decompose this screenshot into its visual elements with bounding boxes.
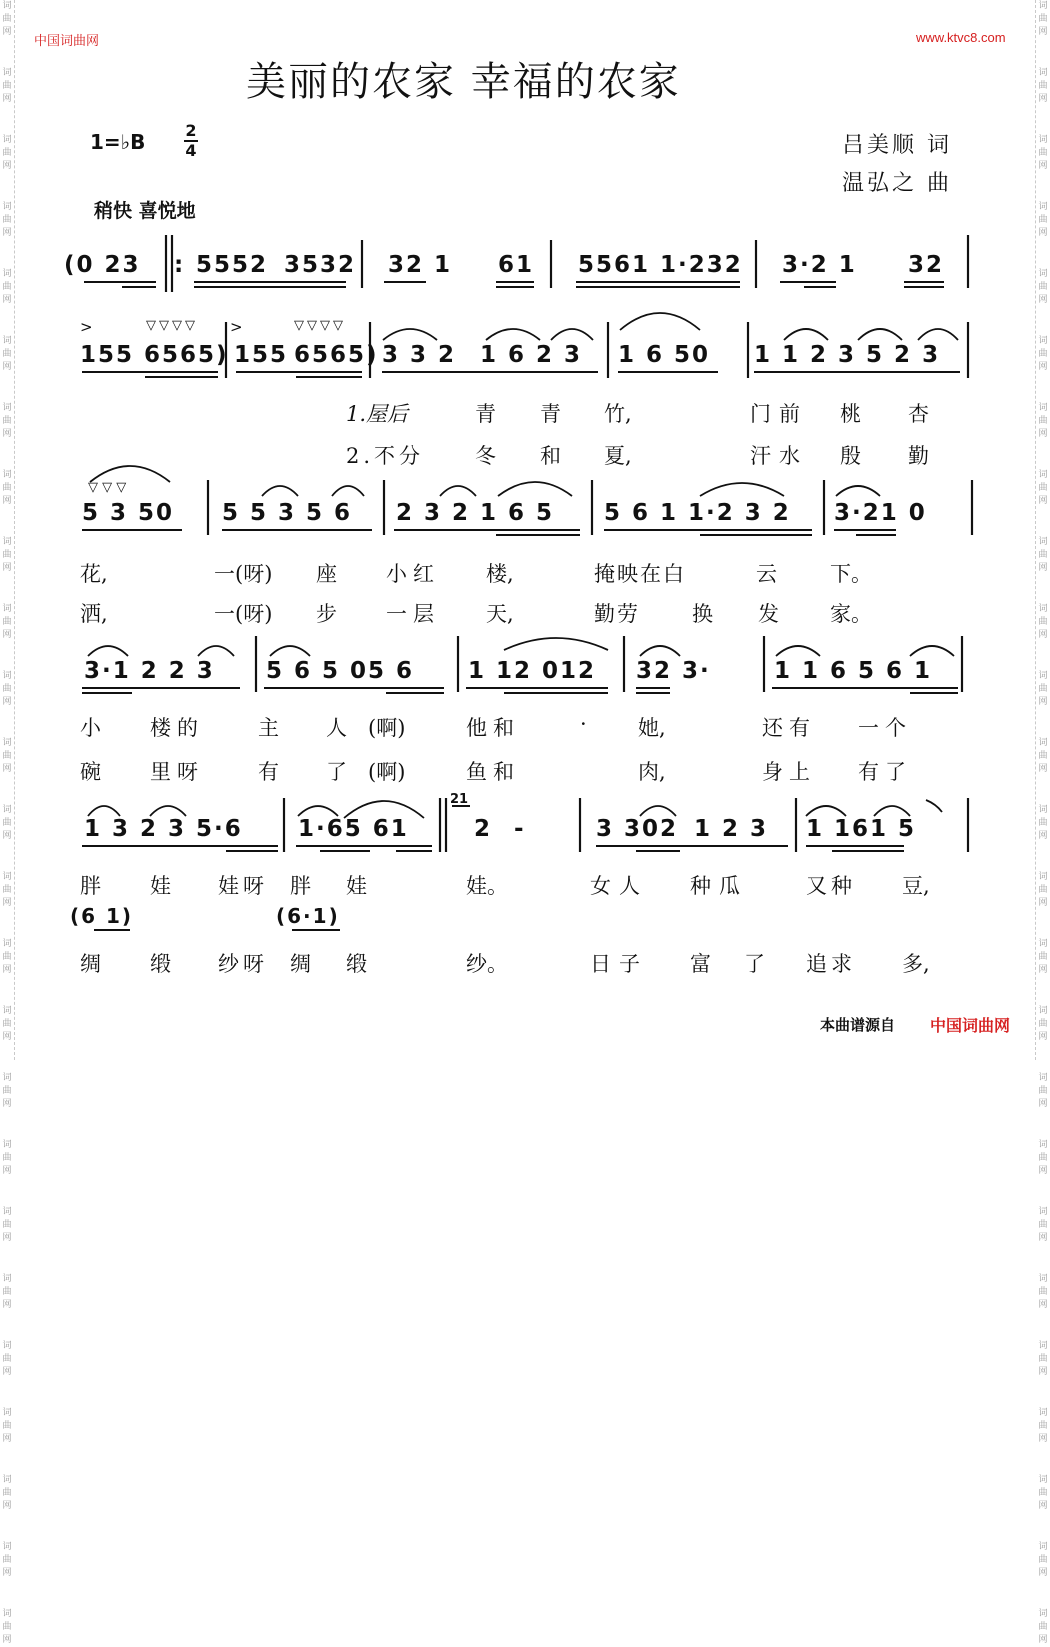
watermark-glyph: 网 — [1038, 496, 1048, 506]
notes-row1-m1a: 5552 — [196, 252, 269, 278]
watermark-glyph: 网 — [1038, 630, 1048, 640]
watermark-glyph: 词 — [1038, 671, 1048, 681]
lyric: 竹, — [604, 402, 632, 426]
watermark-glyph: 词 — [2, 336, 12, 346]
footer-source-text: 本曲谱源自 — [820, 1016, 896, 1034]
watermark-glyph: 网 — [2, 496, 12, 506]
lyric: 纱。 — [466, 952, 508, 976]
notes-row2-d: 6565) — [294, 342, 379, 368]
lyric: 了 — [744, 952, 765, 976]
lyric: (啊) — [368, 760, 406, 784]
lyric: 和 — [540, 444, 561, 468]
lyric: 日子 — [590, 952, 648, 976]
lyric: 青 — [475, 402, 496, 426]
watermark-glyph: 曲 — [1038, 550, 1048, 560]
lyric: 小红 — [386, 562, 440, 586]
lyric: 主 — [258, 716, 279, 740]
lyric: 云 — [756, 562, 777, 586]
watermark-glyph: 网 — [1038, 764, 1048, 774]
notes-row3-c: 2 3 2 1 6 5 — [396, 500, 555, 526]
watermark-glyph: 曲 — [1038, 1220, 1048, 1230]
watermark-glyph: 曲 — [1038, 1019, 1048, 1029]
watermark-glyph: 曲 — [1038, 617, 1048, 627]
watermark-glyph: 词 — [1038, 1, 1048, 11]
watermark-glyph: 曲 — [2, 1622, 12, 1632]
accent-mark: > — [80, 318, 93, 336]
lyric: 勤劳 — [594, 602, 640, 626]
watermark-glyph: 曲 — [2, 148, 12, 158]
notes-row2-g: 1 6 50 — [618, 342, 711, 368]
footer-source-site: 中国词曲网 — [930, 1016, 1011, 1035]
lyric: 花, — [80, 562, 108, 586]
notes-row3-b: 5 5 3 5 6 — [222, 500, 353, 526]
staccato-markers: ▽▽▽▽ — [294, 318, 346, 333]
lyric: 缎 — [150, 952, 171, 976]
watermark-glyph: 词 — [2, 738, 12, 748]
watermark-glyph: 词 — [1038, 604, 1048, 614]
watermark-glyph: 曲 — [1038, 81, 1048, 91]
watermark-glyph: 网 — [1038, 1568, 1048, 1578]
site-url-top-right: www.ktvc8.com — [916, 30, 1006, 45]
watermark-glyph: 网 — [2, 94, 12, 104]
lyric: 了 — [326, 760, 347, 784]
watermark-glyph: 曲 — [2, 751, 12, 761]
watermark-glyph: 词 — [2, 1207, 12, 1217]
lyric: 楼的 — [150, 716, 204, 740]
watermark-glyph: 曲 — [2, 1086, 12, 1096]
watermark-glyph: 词 — [2, 1475, 12, 1485]
lyric: 里呀 — [150, 760, 204, 784]
watermark-glyph: 词 — [2, 1274, 12, 1284]
watermark-glyph: 词 — [1038, 738, 1048, 748]
watermark-glyph: 词 — [1038, 269, 1048, 279]
watermark-glyph: 词 — [1038, 805, 1048, 815]
lyric: 娃。 — [466, 874, 508, 898]
notes-row2-a: 155 — [80, 342, 135, 368]
lyric: 娃 — [346, 874, 367, 898]
lyric: 天, — [486, 602, 514, 626]
watermark-glyph: 词 — [2, 1140, 12, 1150]
watermark-glyph: 网 — [2, 1434, 12, 1444]
lyric: 一层 — [386, 602, 440, 626]
lyric: 汗水 — [750, 444, 808, 468]
watermark-glyph: 曲 — [1038, 1354, 1048, 1364]
watermark-glyph: 词 — [2, 1542, 12, 1552]
watermark-glyph: 曲 — [1038, 1622, 1048, 1632]
watermark-glyph: 曲 — [2, 684, 12, 694]
lyric: 步 — [316, 602, 337, 626]
watermark-glyph: 曲 — [1038, 684, 1048, 694]
lyric: 2.不分 — [346, 444, 425, 468]
time-signature-bottom: 4 — [185, 141, 197, 160]
repeat-dots: : — [174, 252, 186, 278]
lyric: 楼, — [486, 562, 514, 586]
watermark-glyph: 词 — [2, 872, 12, 882]
watermark-glyph: 网 — [2, 697, 12, 707]
lyric: 1.屋后 — [346, 402, 409, 426]
watermark-glyph: 曲 — [2, 215, 12, 225]
lyric: 绸 — [290, 952, 311, 976]
watermark-glyph: 网 — [1038, 1367, 1048, 1377]
song-title: 美丽的农家 幸福的农家 — [246, 59, 681, 105]
watermark-glyph: 网 — [2, 563, 12, 573]
lyric: 鱼和 — [466, 760, 520, 784]
watermark-glyph: 词 — [2, 537, 12, 547]
watermark-glyph: 词 — [2, 604, 12, 614]
watermark-glyph: 网 — [2, 362, 12, 372]
notes-row1-m4a: 3·2 1 — [782, 252, 857, 278]
watermark-glyph: 曲 — [2, 1488, 12, 1498]
lyric: 一(呀) — [214, 562, 273, 586]
watermark-glyph: 网 — [1038, 362, 1048, 372]
notes-row1-m1b: 3532 — [284, 252, 357, 278]
notes-row5-d: 3 302 — [596, 816, 679, 842]
watermark-glyph: 曲 — [2, 1019, 12, 1029]
notes-row1-m2b: 61 — [498, 252, 535, 278]
watermark-glyph: 曲 — [1038, 1488, 1048, 1498]
watermark-glyph: 词 — [1038, 1006, 1048, 1016]
watermark-glyph: 曲 — [2, 1555, 12, 1565]
watermark-glyph: 网 — [2, 1568, 12, 1578]
notes-row5-f: 1 161 5 — [806, 816, 917, 842]
watermark-glyph: 曲 — [2, 1287, 12, 1297]
notes-row1-m4b: 32 — [908, 252, 945, 278]
notes-row5-b: 1·65 61 — [298, 816, 409, 842]
watermark-glyph: 词 — [2, 68, 12, 78]
time-signature-top: 2 — [185, 121, 197, 140]
watermark-glyph: 曲 — [2, 952, 12, 962]
watermark-glyph: 曲 — [1038, 1086, 1048, 1096]
watermark-glyph: 网 — [1038, 563, 1048, 573]
watermark-glyph: 网 — [2, 161, 12, 171]
lyric: 追求 — [806, 952, 856, 976]
watermark-glyph: 曲 — [1038, 483, 1048, 493]
watermark-glyph: 网 — [2, 27, 12, 37]
watermark-glyph: 网 — [2, 1099, 12, 1109]
watermark-glyph: 网 — [2, 1300, 12, 1310]
lyric: 杏 — [908, 402, 929, 426]
lyric: 女人 — [590, 874, 648, 898]
lyric: 豆, — [902, 874, 930, 898]
watermark-glyph: 曲 — [1038, 1555, 1048, 1565]
watermark-glyph: 词 — [1038, 1475, 1048, 1485]
lyric: (啊) — [368, 716, 406, 740]
notes-row2-h: 1 1 2 3 5 2 3 — [754, 342, 941, 368]
watermark-glyph: 曲 — [1038, 416, 1048, 426]
watermark-glyph: 网 — [1038, 1501, 1048, 1511]
lyric: 换 — [692, 602, 713, 626]
lyric: 缎 — [346, 952, 367, 976]
lyric: 身上 — [762, 760, 816, 784]
notes-row4-d: 32 3· — [636, 658, 711, 684]
watermark-glyph: 网 — [2, 831, 12, 841]
watermark-glyph: 词 — [1038, 1609, 1048, 1619]
lyric: 多, — [902, 952, 930, 976]
lyric: 胖 — [290, 874, 311, 898]
lyric: 发 — [758, 602, 779, 626]
notes-row2-e: 3 3 2 — [382, 342, 457, 368]
watermark-glyph: 曲 — [1038, 818, 1048, 828]
watermark-glyph: 词 — [1038, 336, 1048, 346]
watermark-glyph: 曲 — [1038, 1287, 1048, 1297]
lyric: 掩映在白 — [594, 562, 686, 586]
watermark-glyph: 曲 — [2, 14, 12, 24]
notes-row3-d: 5 6 1 1·2 3 2 — [604, 500, 791, 526]
watermark-glyph: 词 — [2, 1073, 12, 1083]
watermark-glyph: 网 — [2, 764, 12, 774]
watermark-glyph: 词 — [1038, 135, 1048, 145]
watermark-glyph: 曲 — [1038, 751, 1048, 761]
watermark-glyph: 曲 — [2, 282, 12, 292]
alternate-notes: (6·1) — [276, 904, 340, 928]
notes-row5-e: 1 2 3 — [694, 816, 769, 842]
watermark-glyph: 曲 — [2, 1421, 12, 1431]
watermark-glyph: 曲 — [1038, 148, 1048, 158]
site-name-top-left: 中国词曲网 — [34, 34, 100, 49]
watermark-glyph: 词 — [1038, 1073, 1048, 1083]
watermark-glyph: 词 — [2, 403, 12, 413]
notes-row2-b: 6565) — [144, 342, 229, 368]
watermark-glyph: 网 — [1038, 1300, 1048, 1310]
lyric: 家。 — [830, 602, 872, 626]
watermark-glyph: 网 — [1038, 1032, 1048, 1042]
watermark-glyph: 曲 — [1038, 1421, 1048, 1431]
watermark-glyph: 网 — [2, 965, 12, 975]
lyric: 洒, — [80, 602, 108, 626]
watermark-glyph: 词 — [2, 135, 12, 145]
lyric: 娃 — [150, 874, 171, 898]
watermark-glyph: 网 — [1038, 161, 1048, 171]
watermark-glyph: 曲 — [1038, 1153, 1048, 1163]
watermark-glyph: 曲 — [2, 416, 12, 426]
watermark-glyph: 曲 — [2, 1220, 12, 1230]
watermark-glyph: 网 — [1038, 1434, 1048, 1444]
watermark-glyph: 网 — [1038, 898, 1048, 908]
key-signature: 1=♭B — [90, 130, 146, 154]
watermark-glyph: 词 — [2, 1609, 12, 1619]
volta-ending-number: 21 — [450, 792, 469, 807]
watermark-glyph: 网 — [2, 1501, 12, 1511]
notes-row1-m2a: 32 1 — [388, 252, 453, 278]
notes-row4-e: 1 1 6 5 6 1 — [774, 658, 933, 684]
watermark-glyph: 网 — [2, 1032, 12, 1042]
watermark-glyph: 词 — [1038, 1274, 1048, 1284]
watermark-glyph: 词 — [1038, 872, 1048, 882]
notes-row4-b: 5 6 5 05 6 — [266, 658, 415, 684]
watermark-glyph: 曲 — [1038, 215, 1048, 225]
lyric: 富 — [690, 952, 711, 976]
lyric: 殷 — [840, 444, 861, 468]
watermark-glyph: 词 — [1038, 1542, 1048, 1552]
watermark-glyph: 词 — [1038, 537, 1048, 547]
watermark-glyph: 网 — [1038, 27, 1048, 37]
notes-row4-c: 1 12 012 — [468, 658, 597, 684]
watermark-glyph: 网 — [2, 1635, 12, 1645]
lyric: 桃 — [840, 402, 861, 426]
lyric: 胖 — [80, 874, 101, 898]
lyric: 又种 — [806, 874, 856, 898]
watermark-glyph: 曲 — [2, 885, 12, 895]
notes-row1-m3b: 1·232 — [660, 252, 743, 278]
watermark-glyph: 网 — [1038, 1635, 1048, 1645]
notes-row1-intro: (0 23 — [64, 252, 141, 278]
watermark-glyph: 曲 — [2, 1153, 12, 1163]
lyric: 勤 — [908, 444, 929, 468]
lyric: 门前 — [750, 402, 808, 426]
watermark-glyph: 网 — [1038, 429, 1048, 439]
watermark-glyph: 词 — [1038, 1140, 1048, 1150]
watermark-glyph: 网 — [2, 630, 12, 640]
lyric: 有 — [258, 760, 279, 784]
lyric: 碗 — [80, 760, 101, 784]
watermark-glyph: 词 — [2, 269, 12, 279]
staccato-markers: ▽▽▽▽ — [146, 318, 198, 333]
tempo-marking: 稍快 喜悦地 — [94, 200, 196, 222]
watermark-glyph: 词 — [1038, 68, 1048, 78]
watermark-glyph: 词 — [2, 470, 12, 480]
notes-row4-a: 3·1 2 2 3 — [84, 658, 215, 684]
watermark-glyph: 词 — [2, 1341, 12, 1351]
watermark-glyph: 词 — [2, 671, 12, 681]
watermark-glyph: 曲 — [1038, 282, 1048, 292]
watermark-glyph: 网 — [2, 228, 12, 238]
watermark-glyph: 网 — [1038, 228, 1048, 238]
lyric: 座 — [316, 562, 337, 586]
watermark-glyph: 词 — [1038, 470, 1048, 480]
notes-row2-c: 155 — [234, 342, 289, 368]
watermark-glyph: 网 — [2, 1166, 12, 1176]
lyric: 青 — [540, 402, 561, 426]
watermark-glyph: 网 — [2, 1233, 12, 1243]
watermark-glyph: 词 — [2, 1408, 12, 1418]
watermark-glyph: 曲 — [2, 349, 12, 359]
composer-credit: 温弘之 曲 — [842, 171, 952, 196]
watermark-glyph: 网 — [1038, 295, 1048, 305]
notes-row5-a: 1 3 2 3 5·6 — [84, 816, 243, 842]
lyric: 小 — [80, 716, 101, 740]
notes-row2-f: 1 6 2 3 — [480, 342, 583, 368]
lyric: 肉, — [638, 760, 666, 784]
staccato-markers: ▽ ▽ ▽ — [88, 480, 127, 495]
lyricist-credit: 吕美顺 词 — [842, 133, 952, 158]
watermark-glyph: 网 — [1038, 697, 1048, 707]
lyric: 纱呀 — [218, 952, 268, 976]
watermark-glyph: 曲 — [1038, 14, 1048, 24]
watermark-glyph: 词 — [1038, 1408, 1048, 1418]
lyric: 还有 — [762, 716, 816, 740]
watermark-glyph: 曲 — [2, 818, 12, 828]
watermark-glyph: 网 — [1038, 1233, 1048, 1243]
watermark-glyph: 网 — [1038, 1166, 1048, 1176]
watermark-glyph: 曲 — [2, 1354, 12, 1364]
notes-row3-a: 5 3 50 — [82, 500, 175, 526]
watermark-glyph: 曲 — [2, 81, 12, 91]
lyric: 一个 — [858, 716, 912, 740]
watermark-glyph: 词 — [1038, 1207, 1048, 1217]
watermark-glyph: 词 — [1038, 202, 1048, 212]
watermark-glyph: 词 — [1038, 1341, 1048, 1351]
watermark-glyph: 网 — [1038, 831, 1048, 841]
alternate-notes: (6 1) — [70, 904, 134, 928]
notes-row5-c: 2 - — [474, 816, 532, 842]
watermark-glyph: 词 — [2, 1, 12, 11]
watermark-glyph: 词 — [2, 202, 12, 212]
lyric: 下。 — [830, 562, 872, 586]
watermark-glyph: 词 — [2, 1006, 12, 1016]
lyric: 种瓜 — [690, 874, 748, 898]
watermark-glyph: 曲 — [1038, 349, 1048, 359]
lyric: 她, — [638, 716, 666, 740]
watermark-glyph: 曲 — [1038, 952, 1048, 962]
watermark-glyph: 词 — [2, 805, 12, 815]
watermark-glyph: 网 — [2, 1367, 12, 1377]
watermark-glyph: 曲 — [1038, 885, 1048, 895]
watermark-glyph: 曲 — [2, 483, 12, 493]
watermark-glyph: 词 — [1038, 939, 1048, 949]
watermark-glyph: 词 — [2, 939, 12, 949]
watermark-glyph: 曲 — [2, 550, 12, 560]
notes-row3-e: 3·21 0 — [834, 500, 927, 526]
lyric: · — [580, 712, 587, 736]
watermark-glyph: 网 — [2, 295, 12, 305]
lyric: 娃呀 — [218, 874, 268, 898]
lyric: 绸 — [80, 952, 101, 976]
watermark-glyph: 网 — [1038, 1099, 1048, 1109]
watermark-glyph: 词 — [1038, 403, 1048, 413]
lyric: 人 — [326, 716, 347, 740]
watermark-glyph: 网 — [1038, 965, 1048, 975]
watermark-glyph: 曲 — [2, 617, 12, 627]
watermark-glyph: 网 — [2, 429, 12, 439]
lyric: 有了 — [858, 760, 912, 784]
lyric: 他和 — [466, 716, 520, 740]
accent-mark: > — [230, 318, 243, 336]
lyric: 冬 — [475, 444, 496, 468]
lyric: 夏, — [604, 444, 632, 468]
lyric: 一(呀) — [214, 602, 273, 626]
watermark-glyph: 网 — [2, 898, 12, 908]
notes-row1-m3a: 5561 — [578, 252, 651, 278]
watermark-glyph: 网 — [1038, 94, 1048, 104]
